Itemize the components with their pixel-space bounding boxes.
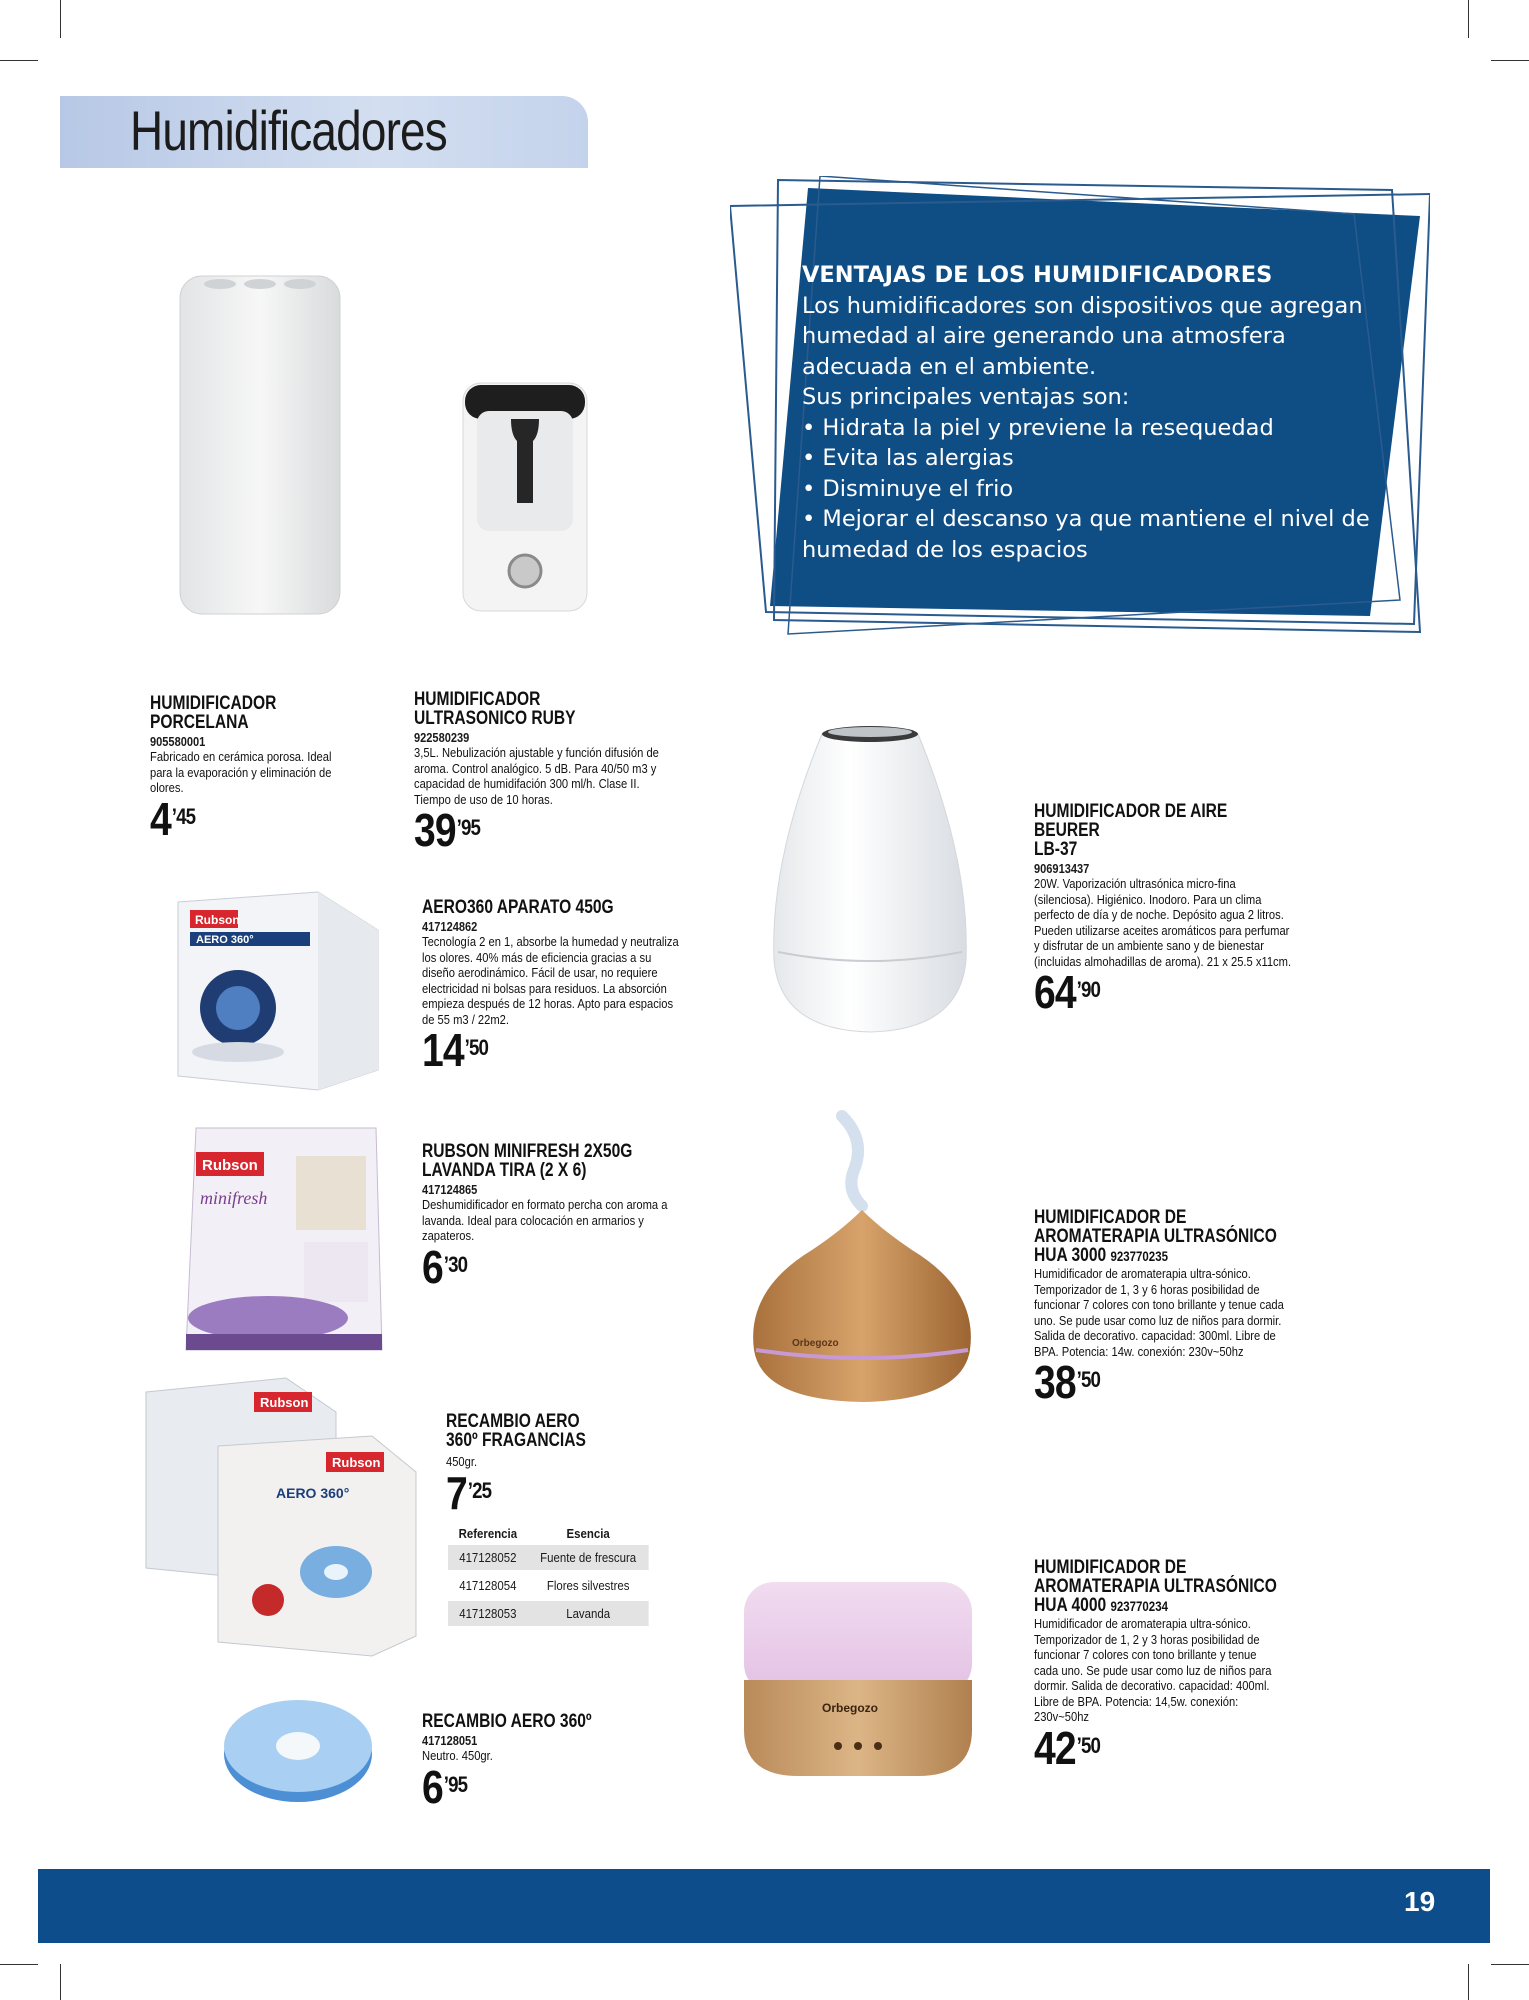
info-box-lead: Sus principales ventajas son:: [802, 384, 1130, 410]
orbegozo-logo: Orbegozo: [792, 1338, 839, 1349]
table-row: [448, 1600, 649, 1628]
table-cell: Flores silvestres: [528, 1572, 649, 1600]
product-ref: 417128051: [422, 1733, 478, 1748]
info-box-intro: Los humidificadores son dispositivos que agregan humedad al aire generando una atmosfera adecuada en el ambiente.: [802, 292, 1363, 380]
product-name-line: AROMATERAPIA ULTRASÓNICO: [1034, 1226, 1277, 1247]
info-box-bullet: • Evita las alergias: [802, 445, 1014, 471]
product-name-line: AROMATERAPIA ULTRASÓNICO: [1034, 1576, 1277, 1597]
product-price: [1034, 966, 1289, 1018]
ultrasonic-humidifier-image: [455, 375, 595, 615]
product-price: [446, 1466, 659, 1519]
price-decimal: ’95: [456, 815, 481, 840]
price-decimal: ’45: [171, 803, 196, 829]
info-box-bullet: • Mejorar el descanso ya que mantiene el nivel de humedad de los espacios: [802, 506, 1370, 563]
price-integer: 14: [422, 1024, 464, 1076]
rubson-logo: Rubson: [195, 913, 240, 927]
product-price: [1034, 1721, 1289, 1774]
footer-band: [38, 1869, 1490, 1943]
product-desc: Fabricado en cerámica porosa. Ideal para la evaporación y eliminación de olores.: [150, 749, 332, 795]
aero360-box-image: [168, 890, 388, 1095]
product-hua3000: [1034, 1207, 1334, 1408]
beurer-humidifier-image: [760, 720, 980, 1040]
price-integer: 6: [422, 1240, 443, 1293]
crop-mark: [60, 1964, 61, 2000]
product-ref: 922580239: [414, 730, 470, 745]
product-price: [150, 792, 346, 845]
refill-tablet-image: [218, 1688, 378, 1808]
price-decimal: ’95: [443, 1771, 468, 1797]
fragrance-table: [448, 1522, 649, 1629]
minifresh-package-image: [178, 1122, 388, 1357]
price-integer: 39: [414, 804, 456, 856]
product-name-line: [1034, 1246, 1280, 1266]
price-decimal: ’25: [467, 1477, 492, 1503]
crop-mark: [1468, 1964, 1469, 2000]
price-decimal: ’90: [1076, 977, 1101, 1002]
model-name: HUA 4000: [1034, 1595, 1107, 1616]
rubson-logo: Rubson: [332, 1455, 381, 1470]
price-integer: 6: [422, 1760, 443, 1813]
crop-mark: [1491, 60, 1529, 61]
price-decimal: ’50: [1076, 1732, 1101, 1758]
rubson-logo: Rubson: [202, 1157, 258, 1174]
product-name: HUMIDIFICADOR DE: [1034, 1557, 1187, 1578]
price-integer: 4: [150, 792, 171, 845]
porcelain-humidifier-image: [170, 270, 350, 620]
product-name: RECAMBIO AERO 360º FRAGANCIAS: [446, 1411, 586, 1451]
table-cell: 417128053: [448, 1600, 528, 1628]
aero360-refill-packs-image: [136, 1372, 422, 1662]
page-number: 19: [1404, 1886, 1436, 1917]
product-ref: 417124865: [422, 1182, 478, 1197]
table-header-row: [448, 1522, 649, 1545]
minifresh-logo: minifresh: [200, 1188, 268, 1208]
product-desc: Humidificador de aromaterapia ultra-sónico. Temporizador de 1, 2 y 3 horas posibilidad de funcionar 7 colores con tono brillante y tenue cada uno. Se pude usar como luz de niños para dormir. Salida de decorativo. capacidad: 400ml. Libre de BPA. Potencia: 14,5w. conexión: 230v~50hz: [1034, 1616, 1272, 1724]
product-price: [1034, 1356, 1289, 1408]
product-price: [422, 1024, 669, 1076]
table-row: [448, 1572, 649, 1600]
product-name: HUMIDIFICADOR DE: [1034, 1207, 1187, 1228]
info-box-title: VENTAJAS DE LOS HUMIDIFICADORES: [802, 262, 1273, 288]
product-aero360: [422, 897, 712, 1076]
product-name-line: LB-37: [1034, 839, 1078, 860]
model-name: HUA 3000: [1034, 1245, 1107, 1266]
product-desc: 20W. Vaporización ultrasónica micro-fina (silenciosa). Higiénico. Inodoro. Para un clima perfecto de día y de noche. Depósito agua 2 litros. Pueden utilizarse aceites aromáticos para perfumar y disfrutar de un ambiente sano y de bienestar (incluidas almohadillas de aroma). 21 x 25.5 x11cm.: [1034, 876, 1292, 969]
crop-mark: [1468, 0, 1469, 38]
table-header: Referencia: [458, 1526, 518, 1541]
product-beurer: [1034, 801, 1334, 1018]
price-decimal: ’50: [464, 1035, 489, 1060]
product-price: [422, 1240, 652, 1293]
product-ref: 905580001: [150, 734, 206, 749]
product-ref: 906913437: [1034, 861, 1090, 876]
product-name-line: [1034, 1596, 1280, 1616]
product-hua4000: [1034, 1557, 1334, 1774]
product-name: HUMIDIFICADOR PORCELANA: [150, 693, 277, 733]
product-desc: Deshumidificador en formato percha con aroma a lavanda. Ideal para colocación en armarios y zapateros.: [422, 1197, 668, 1243]
product-porcelana: [150, 693, 380, 845]
table-cell: Fuente de frescura: [528, 1545, 649, 1572]
crop-mark: [0, 60, 38, 61]
hua4000-diffuser-image: [738, 1580, 978, 1780]
price-integer: 42: [1034, 1721, 1076, 1774]
product-name: RECAMBIO AERO 360º: [422, 1711, 592, 1732]
price-decimal: ’50: [1076, 1367, 1101, 1392]
product-desc: 450gr.: [446, 1454, 478, 1469]
price-integer: 38: [1034, 1356, 1076, 1408]
price-integer: 64: [1034, 966, 1076, 1018]
info-box-text: [802, 260, 1372, 565]
info-box-bullet: • Hidrata la piel y previene la resequedad: [802, 414, 1274, 441]
price-decimal: ’30: [443, 1251, 468, 1277]
product-desc: Tecnología 2 en 1, absorbe la humedad y neutraliza los olores. 40% más de eficiencia gracias a su diseño aerodinámico. Fácil de usar, no requiere electricidad ni bolsas para residuos. La absorción empieza después de 12 horas. Apto para espacios de 55 m3 / 22m2.: [422, 934, 679, 1027]
table-cell: 417128052: [448, 1545, 528, 1572]
product-name: HUMIDIFICADOR DE AIRE BEURER: [1034, 801, 1228, 841]
aero360-logo: AERO 360°: [276, 1485, 350, 1501]
product-recambio: [422, 1711, 672, 1813]
product-name: AERO360 APARATO 450G: [422, 897, 614, 918]
table-cell: 417128054: [448, 1572, 528, 1600]
hua3000-diffuser-image: [742, 1110, 982, 1410]
product-ref: 417124862: [422, 919, 478, 934]
rubson-logo: Rubson: [260, 1395, 309, 1410]
product-ref: 923770234: [1110, 1598, 1168, 1614]
table-cell: Lavanda: [528, 1600, 649, 1628]
price-integer: 7: [446, 1466, 467, 1519]
orbegozo-logo: Orbegozo: [822, 1701, 878, 1715]
product-ref: 923770235: [1110, 1248, 1168, 1264]
product-name: HUMIDIFICADOR ULTRASONICO RUBY: [414, 689, 576, 729]
table-header: Esencia: [566, 1526, 610, 1541]
product-minifresh: [422, 1141, 692, 1293]
info-box-bullet: • Disminuye el frio: [802, 475, 1014, 502]
product-desc: Neutro. 450gr.: [422, 1748, 493, 1763]
crop-mark: [60, 0, 61, 38]
table-row: [448, 1545, 649, 1572]
product-ruby: [414, 689, 704, 856]
product-recambio-fragancias: [446, 1411, 696, 1519]
product-price: [414, 804, 661, 856]
crop-mark: [1491, 1964, 1529, 1965]
aero360-logo: AERO 360°: [196, 934, 254, 946]
product-desc: 3,5L. Nebulización ajustable y función difusión de aroma. Control analógico. 5 dB. Para 40/50 m3 y capacidad de humidifación 300 ml/h. Clase II. Tiempo de uso de 10 horas.: [414, 745, 659, 807]
page-title: Humidificadores: [130, 99, 447, 162]
product-desc: Humidificador de aromaterapia ultra-sónico. Temporizador de 1, 3 y 6 horas posibilidad de funcionar 7 colores con tono brillante y tenue cada uno. Se pude usar como luz de niños para dormir. Salida de decorativo. capacidad: 300ml. Libre de BPA. Potencia: 14w. conexión: 230v~50hz: [1034, 1266, 1284, 1359]
product-name: RUBSON MINIFRESH 2X50G LAVANDA TIRA (2 X 6): [422, 1141, 633, 1181]
product-price: [422, 1760, 635, 1813]
crop-mark: [0, 1964, 38, 1965]
